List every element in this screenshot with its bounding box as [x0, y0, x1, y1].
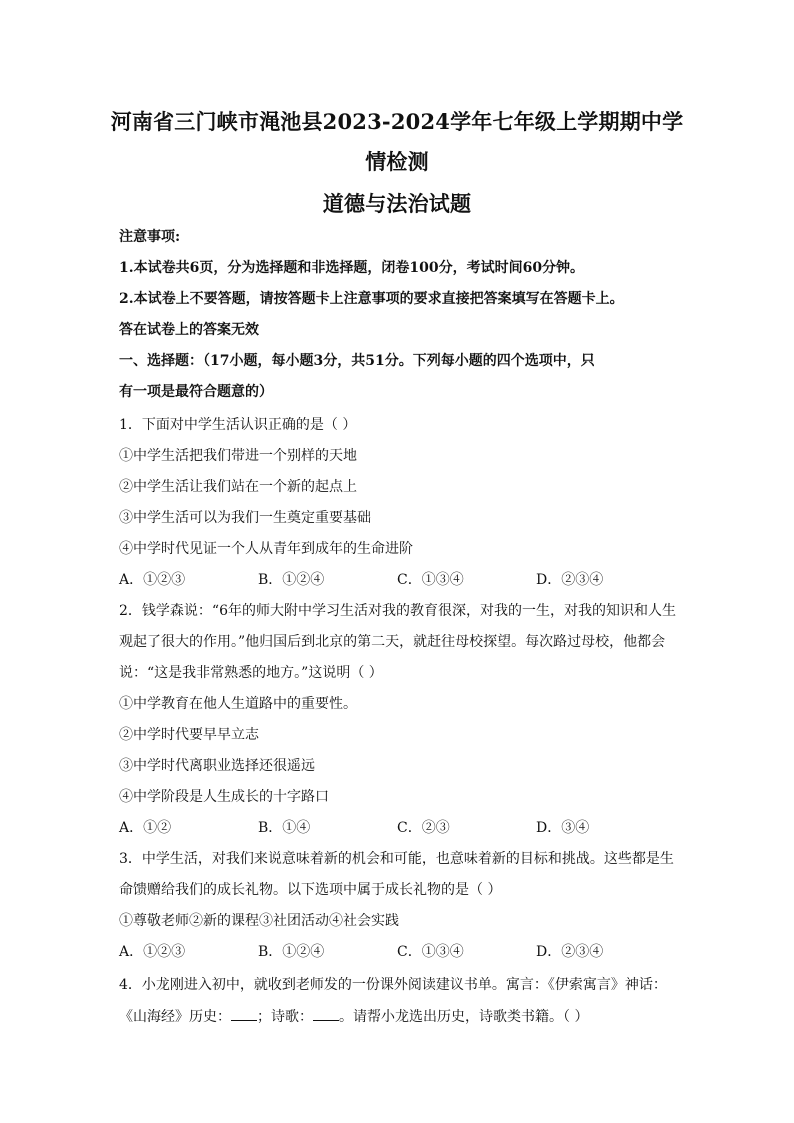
- q4-line2-part1: 《山海经》历史：: [119, 1009, 231, 1025]
- q4-line2-part2: ；诗歌：: [257, 1009, 313, 1025]
- q2-stem-line1: 2．钱学森说：“6年的师大附中学习生活对我的教育很深，对我的一生，对我的知识和人生: [119, 603, 676, 619]
- q2-item-4: ④中学阶段是人生成长的十字路口: [119, 789, 329, 805]
- notice-item-1: 1.本试卷共6页，分为选择题和非选择题，闭卷100分，考试时间60分钟。: [119, 260, 585, 276]
- q2-stem-line3: 说：“这是我非常熟悉的地方。”这说明（ ）: [119, 665, 383, 681]
- q2-item-2: ②中学时代要早早立志: [119, 727, 259, 743]
- q2-option-d: D．③④: [536, 820, 590, 836]
- q4-line2-part3: 。请帮小龙选出历史，诗歌类书籍。（ ）: [339, 1009, 589, 1025]
- q3-option-c: C．①③④: [397, 944, 464, 960]
- q3-option-a: A．①②③: [119, 944, 186, 960]
- q1-option-a: A．①②③: [119, 572, 186, 588]
- q1-stem: 1．下面对中学生活认识正确的是（ ）: [119, 417, 357, 433]
- q2-stem-line2: 观起了很大的作用。”他归国后到北京的第二天，就赶往母校探望。每次路过母校，他都会: [119, 634, 666, 650]
- q3-option-d: D．②③④: [536, 944, 604, 960]
- q4-stem-line1: 4．小龙刚进入初中，就收到老师发的一份课外阅读建议书单。寓言：《伊索寓言》神话：: [119, 977, 667, 993]
- exam-title-line2: 情检测: [365, 149, 429, 174]
- q3-stem-line2: 命馈赠给我们的成长礼物。以下选项中属于成长礼物的是（ ）: [119, 882, 502, 898]
- notice-item-2-line1: 2.本试卷上不要答题，请按答题卡上注意事项的要求直接把答案填写在答题卡上。: [119, 291, 624, 307]
- history-answer-blank: [231, 1007, 257, 1021]
- exam-subtitle: 道德与法治试题: [322, 191, 472, 216]
- q1-option-c: C．①③④: [397, 572, 464, 588]
- q1-option-b: B．①②④: [258, 572, 325, 588]
- q2-item-3: ③中学时代离职业选择还很遥远: [119, 758, 315, 774]
- q3-stem-line1: 3．中学生活，对我们来说意味着新的机会和可能，也意味着新的目标和挑战。这些都是生: [119, 851, 674, 867]
- poetry-answer-blank: [313, 1007, 339, 1021]
- notice-item-2-line2: 答在试卷上的答案无效: [119, 322, 259, 338]
- q3-items: ①尊敬老师②新的课程③社团活动④社会实践: [119, 913, 399, 929]
- q2-option-c: C．②③: [397, 820, 450, 836]
- q1-option-d: D．②③④: [536, 572, 604, 588]
- q1-item-1: ①中学生活把我们带进一个别样的天地: [119, 448, 357, 464]
- q1-item-4: ④中学时代见证一个人从青年到成年的生命进阶: [119, 541, 413, 557]
- section-heading-line2: 有一项是最符合题意的）: [119, 384, 273, 400]
- q2-item-1: ①中学教育在他人生道路中的重要性。: [119, 696, 357, 712]
- q1-item-3: ③中学生活可以为我们一生奠定重要基础: [119, 510, 371, 526]
- section-heading-line1: 一、选择题：（17小题，每小题3分，共51分。下列每小题的四个选项中，只: [119, 353, 595, 369]
- q4-stem-line2: [119, 1007, 588, 1026]
- notice-heading: 注意事项:: [119, 229, 181, 245]
- exam-title-line1: 河南省三门峡市渑池县2023-2024学年七年级上学期期中学: [110, 109, 684, 134]
- q1-item-2: ②中学生活让我们站在一个新的起点上: [119, 479, 357, 495]
- q2-option-a: A．①②: [119, 820, 172, 836]
- q2-option-b: B．①④: [258, 820, 311, 836]
- q3-option-b: B．①②④: [258, 944, 325, 960]
